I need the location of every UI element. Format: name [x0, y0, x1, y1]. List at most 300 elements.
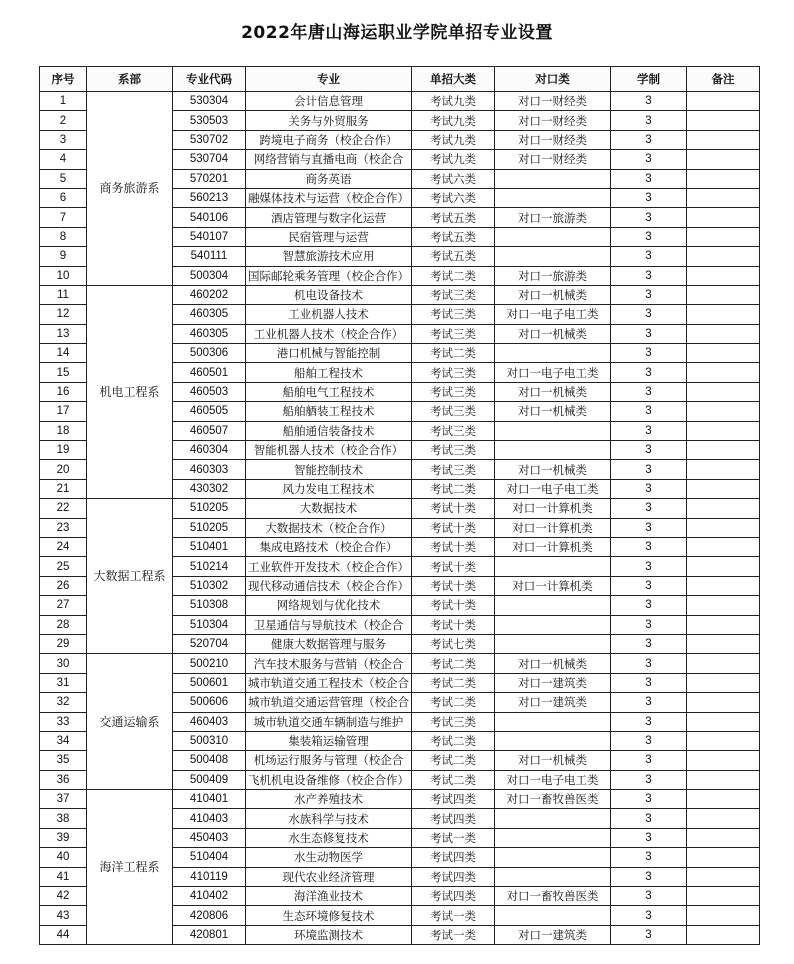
cell-remarks [687, 828, 760, 847]
cell-counterpart: 对口一计算机类 [495, 576, 611, 595]
header-counterpart: 对口类 [495, 67, 611, 92]
cell-no: 15 [40, 363, 87, 382]
cell-duration: 3 [611, 227, 687, 246]
cell-major: 工业机器人技术 [246, 305, 412, 324]
cell-major: 关务与外贸服务 [246, 111, 412, 130]
cell-duration: 3 [611, 460, 687, 479]
cell-major: 水生动物医学 [246, 848, 412, 867]
cell-no: 22 [40, 499, 87, 518]
cell-duration: 3 [611, 111, 687, 130]
cell-major: 汽车技术服务与营销（校企合 [246, 654, 412, 673]
cell-no: 26 [40, 576, 87, 595]
cell-code: 430302 [173, 479, 246, 498]
cell-major: 船舶电气工程技术 [246, 382, 412, 401]
cell-no: 20 [40, 460, 87, 479]
cell-remarks [687, 770, 760, 789]
cell-no: 19 [40, 441, 87, 460]
cell-code: 510302 [173, 576, 246, 595]
cell-code: 420806 [173, 906, 246, 925]
cell-category: 考试九类 [412, 111, 495, 130]
cell-counterpart [495, 634, 611, 653]
page-title: 2022年唐山海运职业学院单招专业设置 [241, 23, 553, 43]
cell-major: 国际邮轮乘务管理（校企合作） [246, 266, 412, 285]
cell-remarks [687, 518, 760, 537]
cell-remarks [687, 809, 760, 828]
cell-duration: 3 [611, 363, 687, 382]
cell-major: 集成电路技术（校企合作） [246, 537, 412, 556]
cell-duration: 3 [611, 402, 687, 421]
cell-remarks [687, 479, 760, 498]
cell-category: 考试三类 [412, 441, 495, 460]
cell-remarks [687, 790, 760, 809]
cell-duration: 3 [611, 499, 687, 518]
cell-category: 考试五类 [412, 208, 495, 227]
cell-category: 考试二类 [412, 344, 495, 363]
cell-no: 28 [40, 615, 87, 634]
cell-major: 会计信息管理 [246, 92, 412, 111]
cell-major: 机场运行服务与管理（校企合 [246, 751, 412, 770]
header-department: 系部 [87, 67, 173, 92]
cell-counterpart [495, 227, 611, 246]
cell-remarks [687, 499, 760, 518]
cell-code: 540106 [173, 208, 246, 227]
cell-counterpart: 对口一电子电工类 [495, 479, 611, 498]
cell-no: 32 [40, 693, 87, 712]
cell-duration: 3 [611, 576, 687, 595]
cell-counterpart: 对口一机械类 [495, 751, 611, 770]
cell-counterpart: 对口一计算机类 [495, 537, 611, 556]
cell-major: 飞机机电设备维修（校企合作） [246, 770, 412, 789]
cell-remarks [687, 731, 760, 750]
cell-code: 460403 [173, 712, 246, 731]
header-duration: 学制 [611, 67, 687, 92]
cell-major: 网络营销与直播电商（校企合 [246, 150, 412, 169]
cell-remarks [687, 285, 760, 304]
cell-category: 考试三类 [412, 460, 495, 479]
cell-duration: 3 [611, 518, 687, 537]
cell-code: 460305 [173, 324, 246, 343]
cell-remarks [687, 402, 760, 421]
cell-major: 水产养殖技术 [246, 790, 412, 809]
cell-no: 16 [40, 382, 87, 401]
cell-department: 海洋工程系 [87, 790, 173, 945]
cell-major: 民宿管理与运营 [246, 227, 412, 246]
cell-no: 40 [40, 848, 87, 867]
cell-remarks [687, 130, 760, 149]
header-major: 专业 [246, 67, 412, 92]
cell-no: 33 [40, 712, 87, 731]
cell-category: 考试三类 [412, 285, 495, 304]
cell-no: 9 [40, 247, 87, 266]
cell-counterpart: 对口一电子电工类 [495, 770, 611, 789]
cell-remarks [687, 887, 760, 906]
cell-remarks [687, 305, 760, 324]
cell-major: 港口机械与智能控制 [246, 344, 412, 363]
cell-major: 船舶工程技术 [246, 363, 412, 382]
cell-counterpart [495, 344, 611, 363]
cell-code: 500310 [173, 731, 246, 750]
cell-category: 考试四类 [412, 790, 495, 809]
cell-remarks [687, 848, 760, 867]
cell-counterpart [495, 615, 611, 634]
cell-category: 考试二类 [412, 479, 495, 498]
cell-category: 考试六类 [412, 169, 495, 188]
cell-remarks [687, 906, 760, 925]
cell-duration: 3 [611, 867, 687, 886]
cell-counterpart [495, 828, 611, 847]
cell-code: 500210 [173, 654, 246, 673]
cell-code: 500606 [173, 693, 246, 712]
cell-remarks [687, 421, 760, 440]
cell-remarks [687, 634, 760, 653]
cell-counterpart [495, 169, 611, 188]
cell-major: 水生态修复技术 [246, 828, 412, 847]
cell-no: 21 [40, 479, 87, 498]
cell-duration: 3 [611, 537, 687, 556]
cell-counterpart: 对口一建筑类 [495, 925, 611, 944]
cell-category: 考试三类 [412, 305, 495, 324]
cell-no: 42 [40, 887, 87, 906]
cell-duration: 3 [611, 169, 687, 188]
cell-counterpart [495, 421, 611, 440]
cell-duration: 3 [611, 828, 687, 847]
cell-no: 27 [40, 596, 87, 615]
table-row [40, 790, 760, 809]
cell-code: 500409 [173, 770, 246, 789]
cell-duration: 3 [611, 731, 687, 750]
cell-code: 510401 [173, 537, 246, 556]
cell-category: 考试四类 [412, 867, 495, 886]
cell-code: 500306 [173, 344, 246, 363]
cell-no: 29 [40, 634, 87, 653]
cell-duration: 3 [611, 654, 687, 673]
cell-category: 考试十类 [412, 615, 495, 634]
cell-remarks [687, 751, 760, 770]
cell-category: 考试九类 [412, 130, 495, 149]
cell-major: 现代移动通信技术（校企合作） [246, 576, 412, 595]
cell-major: 工业软件开发技术（校企合作） [246, 557, 412, 576]
header-remarks: 备注 [687, 67, 760, 92]
cell-code: 510205 [173, 499, 246, 518]
cell-remarks [687, 247, 760, 266]
cell-category: 考试二类 [412, 673, 495, 692]
cell-no: 23 [40, 518, 87, 537]
cell-code: 500408 [173, 751, 246, 770]
cell-duration: 3 [611, 770, 687, 789]
cell-counterpart: 对口一机械类 [495, 285, 611, 304]
cell-major: 酒店管理与数字化运营 [246, 208, 412, 227]
cell-no: 7 [40, 208, 87, 227]
cell-code: 530702 [173, 130, 246, 149]
cell-department: 机电工程系 [87, 285, 173, 498]
cell-code: 530704 [173, 150, 246, 169]
cell-duration: 3 [611, 188, 687, 207]
cell-counterpart [495, 247, 611, 266]
cell-code: 520704 [173, 634, 246, 653]
cell-no: 12 [40, 305, 87, 324]
cell-remarks [687, 596, 760, 615]
cell-code: 510214 [173, 557, 246, 576]
cell-no: 24 [40, 537, 87, 556]
cell-counterpart: 对口一电子电工类 [495, 363, 611, 382]
cell-category: 考试三类 [412, 363, 495, 382]
cell-category: 考试二类 [412, 751, 495, 770]
cell-category: 考试二类 [412, 654, 495, 673]
cell-category: 考试三类 [412, 402, 495, 421]
cell-category: 考试四类 [412, 887, 495, 906]
cell-code: 510308 [173, 596, 246, 615]
cell-remarks [687, 673, 760, 692]
cell-category: 考试二类 [412, 731, 495, 750]
header-category: 单招大类 [412, 67, 495, 92]
cell-major: 卫星通信与导航技术（校企合 [246, 615, 412, 634]
cell-duration: 3 [611, 305, 687, 324]
cell-counterpart [495, 188, 611, 207]
cell-counterpart [495, 557, 611, 576]
cell-duration: 3 [611, 247, 687, 266]
cell-duration: 3 [611, 285, 687, 304]
cell-remarks [687, 576, 760, 595]
cell-no: 30 [40, 654, 87, 673]
cell-counterpart [495, 731, 611, 750]
cell-counterpart: 对口一机械类 [495, 402, 611, 421]
cell-category: 考试九类 [412, 92, 495, 111]
cell-counterpart: 对口一计算机类 [495, 518, 611, 537]
cell-counterpart: 对口一畜牧兽医类 [495, 887, 611, 906]
cell-duration: 3 [611, 615, 687, 634]
cell-duration: 3 [611, 92, 687, 111]
cell-counterpart: 对口一财经类 [495, 150, 611, 169]
cell-major: 智能机器人技术（校企合作） [246, 441, 412, 460]
cell-no: 43 [40, 906, 87, 925]
cell-counterpart [495, 809, 611, 828]
cell-duration: 3 [611, 712, 687, 731]
cell-code: 460507 [173, 421, 246, 440]
cell-counterpart [495, 441, 611, 460]
cell-code: 460503 [173, 382, 246, 401]
cell-no: 14 [40, 344, 87, 363]
cell-remarks [687, 654, 760, 673]
cell-code: 540107 [173, 227, 246, 246]
cell-duration: 3 [611, 790, 687, 809]
cell-category: 考试三类 [412, 324, 495, 343]
cell-no: 3 [40, 130, 87, 149]
majors-table [39, 66, 760, 945]
cell-department: 交通运输系 [87, 654, 173, 790]
cell-major: 生态环境修复技术 [246, 906, 412, 925]
cell-duration: 3 [611, 479, 687, 498]
cell-duration: 3 [611, 693, 687, 712]
cell-no: 31 [40, 673, 87, 692]
cell-major: 健康大数据管理与服务 [246, 634, 412, 653]
cell-major: 跨境电子商务（校企合作） [246, 130, 412, 149]
cell-duration: 3 [611, 925, 687, 944]
cell-no: 34 [40, 731, 87, 750]
cell-major: 机电设备技术 [246, 285, 412, 304]
cell-code: 410403 [173, 809, 246, 828]
cell-department: 大数据工程系 [87, 499, 173, 654]
cell-no: 5 [40, 169, 87, 188]
cell-major: 水族科学与技术 [246, 809, 412, 828]
cell-duration: 3 [611, 557, 687, 576]
cell-remarks [687, 188, 760, 207]
cell-category: 考试十类 [412, 576, 495, 595]
cell-no: 6 [40, 188, 87, 207]
cell-no: 4 [40, 150, 87, 169]
cell-counterpart: 对口一财经类 [495, 92, 611, 111]
cell-remarks [687, 693, 760, 712]
cell-code: 410401 [173, 790, 246, 809]
cell-remarks [687, 712, 760, 731]
cell-category: 考试一类 [412, 925, 495, 944]
cell-department: 商务旅游系 [87, 92, 173, 286]
cell-duration: 3 [611, 208, 687, 227]
cell-no: 13 [40, 324, 87, 343]
cell-code: 510205 [173, 518, 246, 537]
cell-major: 城市轨道交通车辆制造与维护 [246, 712, 412, 731]
cell-code: 510404 [173, 848, 246, 867]
cell-code: 460304 [173, 441, 246, 460]
cell-remarks [687, 441, 760, 460]
cell-no: 44 [40, 925, 87, 944]
cell-category: 考试六类 [412, 188, 495, 207]
cell-counterpart: 对口一畜牧兽医类 [495, 790, 611, 809]
cell-major: 环境监测技术 [246, 925, 412, 944]
cell-category: 考试二类 [412, 266, 495, 285]
cell-major: 融媒体技术与运营（校企合作） [246, 188, 412, 207]
cell-duration: 3 [611, 421, 687, 440]
cell-remarks [687, 557, 760, 576]
cell-no: 35 [40, 751, 87, 770]
cell-remarks [687, 169, 760, 188]
cell-major: 智能控制技术 [246, 460, 412, 479]
cell-code: 450403 [173, 828, 246, 847]
cell-remarks [687, 615, 760, 634]
cell-major: 大数据技术（校企合作） [246, 518, 412, 537]
cell-major: 风力发电工程技术 [246, 479, 412, 498]
cell-duration: 3 [611, 266, 687, 285]
header-code: 专业代码 [173, 67, 246, 92]
cell-code: 570201 [173, 169, 246, 188]
cell-duration: 3 [611, 324, 687, 343]
cell-duration: 3 [611, 848, 687, 867]
cell-major: 商务英语 [246, 169, 412, 188]
cell-category: 考试一类 [412, 906, 495, 925]
cell-duration: 3 [611, 634, 687, 653]
cell-category: 考试十类 [412, 596, 495, 615]
cell-counterpart: 对口一财经类 [495, 130, 611, 149]
cell-major: 城市轨道交通工程技术（校企合 [246, 673, 412, 692]
cell-category: 考试四类 [412, 848, 495, 867]
cell-counterpart [495, 712, 611, 731]
cell-category: 考试三类 [412, 382, 495, 401]
header-row [40, 67, 760, 92]
cell-duration: 3 [611, 441, 687, 460]
table-row [40, 285, 760, 304]
cell-counterpart: 对口一旅游类 [495, 208, 611, 227]
cell-no: 17 [40, 402, 87, 421]
cell-category: 考试一类 [412, 828, 495, 847]
cell-no: 11 [40, 285, 87, 304]
cell-category: 考试七类 [412, 634, 495, 653]
cell-counterpart: 对口一建筑类 [495, 673, 611, 692]
cell-major: 现代农业经济管理 [246, 867, 412, 886]
cell-major: 智慧旅游技术应用 [246, 247, 412, 266]
cell-category: 考试二类 [412, 693, 495, 712]
cell-no: 18 [40, 421, 87, 440]
cell-code: 460305 [173, 305, 246, 324]
cell-no: 37 [40, 790, 87, 809]
cell-no: 25 [40, 557, 87, 576]
cell-major: 工业机器人技术（校企合作） [246, 324, 412, 343]
cell-counterpart: 对口一机械类 [495, 460, 611, 479]
cell-no: 38 [40, 809, 87, 828]
cell-duration: 3 [611, 906, 687, 925]
cell-counterpart: 对口一财经类 [495, 111, 611, 130]
cell-remarks [687, 208, 760, 227]
cell-code: 500304 [173, 266, 246, 285]
cell-remarks [687, 537, 760, 556]
cell-remarks [687, 150, 760, 169]
cell-major: 大数据技术 [246, 499, 412, 518]
cell-category: 考试十类 [412, 557, 495, 576]
cell-major: 船舶舾装工程技术 [246, 402, 412, 421]
cell-code: 460202 [173, 285, 246, 304]
cell-code: 540111 [173, 247, 246, 266]
table-row [40, 499, 760, 518]
cell-code: 460505 [173, 402, 246, 421]
cell-code: 410402 [173, 887, 246, 906]
cell-category: 考试二类 [412, 770, 495, 789]
cell-duration: 3 [611, 673, 687, 692]
cell-counterpart: 对口一建筑类 [495, 693, 611, 712]
cell-counterpart: 对口一电子电工类 [495, 305, 611, 324]
cell-no: 41 [40, 867, 87, 886]
table-row [40, 92, 760, 111]
cell-code: 560213 [173, 188, 246, 207]
cell-no: 8 [40, 227, 87, 246]
cell-major: 网络规划与优化技术 [246, 596, 412, 615]
cell-remarks [687, 460, 760, 479]
cell-remarks [687, 324, 760, 343]
cell-major: 集装箱运输管理 [246, 731, 412, 750]
cell-remarks [687, 92, 760, 111]
cell-duration: 3 [611, 150, 687, 169]
cell-code: 530503 [173, 111, 246, 130]
cell-category: 考试十类 [412, 499, 495, 518]
cell-remarks [687, 111, 760, 130]
header-no: 序号 [40, 67, 87, 92]
cell-category: 考试十类 [412, 518, 495, 537]
cell-no: 39 [40, 828, 87, 847]
cell-counterpart [495, 906, 611, 925]
cell-remarks [687, 363, 760, 382]
cell-category: 考试四类 [412, 809, 495, 828]
cell-no: 36 [40, 770, 87, 789]
cell-remarks [687, 867, 760, 886]
cell-category: 考试九类 [412, 150, 495, 169]
cell-major: 海洋渔业技术 [246, 887, 412, 906]
cell-code: 460303 [173, 460, 246, 479]
cell-counterpart: 对口一机械类 [495, 654, 611, 673]
cell-code: 530304 [173, 92, 246, 111]
cell-remarks [687, 344, 760, 363]
cell-duration: 3 [611, 596, 687, 615]
cell-duration: 3 [611, 344, 687, 363]
cell-no: 1 [40, 92, 87, 111]
cell-remarks [687, 266, 760, 285]
cell-category: 考试五类 [412, 247, 495, 266]
